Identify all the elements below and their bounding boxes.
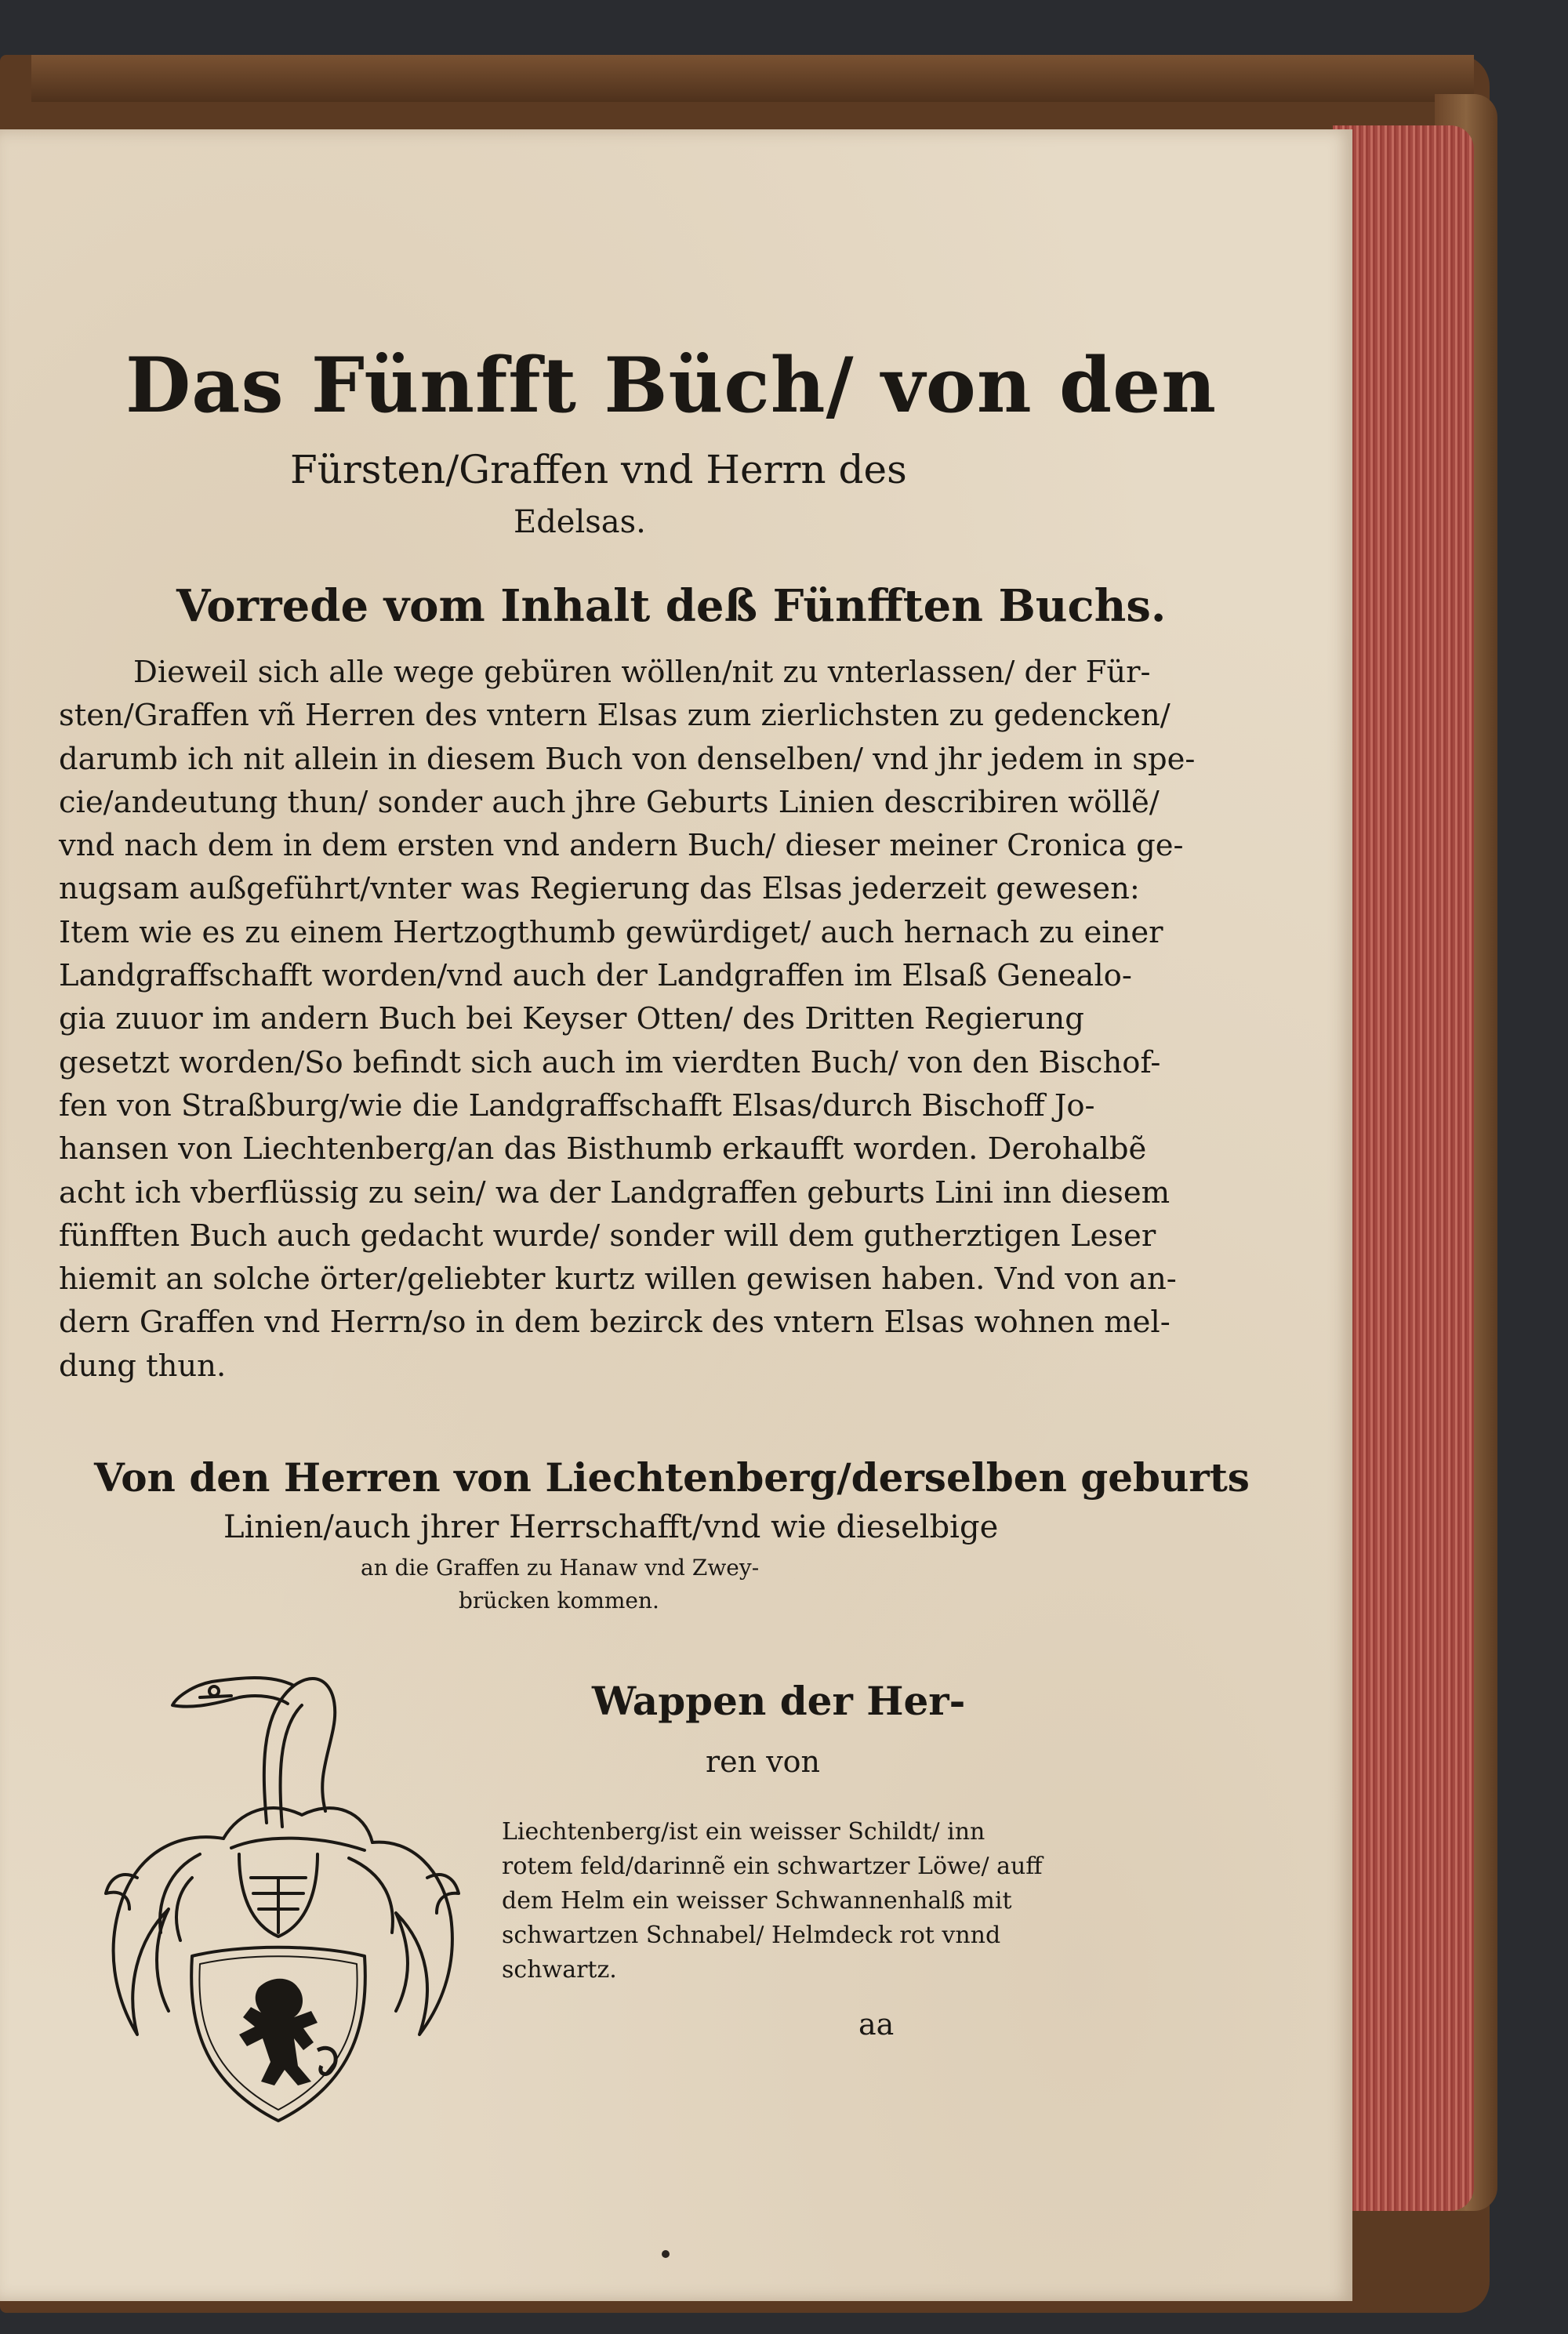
body-line: Item wie es zu einem Hertzogthumb gewürdiget/ auch hernach zu einer bbox=[59, 914, 1163, 950]
body-line: fen von Straßburg/wie die Landgraffschafft Elsas/durch Bischoff Jo- bbox=[59, 1087, 1095, 1123]
body-line: sten/Graffen vñ Herren des vntern Elsas zum zierlichsten zu gedencken/ bbox=[59, 698, 1171, 734]
body-line: dern Graffen vnd Herrn/so in dem bezirck des vntern Elsas wohnen mel- bbox=[59, 1305, 1171, 1341]
section-heading: Von den Herren von Liechtenberg/derselben geburts bbox=[94, 1454, 1250, 1501]
body-line: Landgraffschafft worden/vnd auch der Landgraffen im Elsaß Genealo- bbox=[59, 958, 1132, 994]
section-subheading-line3: brücken kommen. bbox=[459, 1588, 659, 1613]
arms-title-line2: ren von bbox=[706, 1744, 821, 1779]
page-subtitle-line1: Fürsten/Graffen vnd Herrn des bbox=[290, 447, 907, 492]
preface-body bbox=[59, 651, 1196, 1388]
arms-line: dem Helm ein weisser Schwannenhalß mit bbox=[502, 1887, 1012, 1915]
body-line: acht ich vberflüssig zu sein/ wa der Landgraffen geburts Lini inn diesem bbox=[59, 1174, 1171, 1211]
book-top-edge bbox=[31, 55, 1474, 102]
body-line: gia zuuor im andern Buch bei Keyser Otten/ des Dritten Regierung bbox=[59, 1001, 1084, 1037]
body-line: gesetzt worden/So befindt sich auch im vierdten Buch/ von den Bischof- bbox=[59, 1044, 1161, 1080]
arms-title-line1: Wappen der Her- bbox=[592, 1678, 966, 1724]
body-line: nugsam außgeführt/vnter was Regierung das Elsas jederzeit gewesen: bbox=[59, 871, 1140, 907]
page-block-edge bbox=[1333, 125, 1474, 2211]
page-subtitle-line2: Edelsas. bbox=[514, 504, 646, 540]
body-line: fünfften Buch auch gedacht wurde/ sonder will dem gutherztigen Leser bbox=[59, 1218, 1156, 1254]
body-line: hiemit an solche örter/geliebter kurtz willen gewisen haben. Vnd von an- bbox=[59, 1261, 1177, 1298]
coat-of-arms-woodcut bbox=[82, 1643, 466, 2144]
section-subheading-line2: an die Graffen zu Hanaw vnd Zwey- bbox=[361, 1555, 760, 1581]
preface-heading: Vorrede vom Inhalt deß Fünfften Buchs. bbox=[176, 580, 1167, 632]
arms-line: Liechtenberg/ist ein weisser Schildt/ inn bbox=[502, 1818, 985, 1846]
body-line: Dieweil sich alle wege gebüren wöllen/nit zu vnterlassen/ der Für- bbox=[133, 655, 1151, 690]
signature-mark: aa bbox=[858, 2007, 895, 2042]
body-line: vnd nach dem in dem ersten vnd andern Buch/ dieser meiner Cronica ge- bbox=[59, 828, 1184, 864]
arms-description bbox=[502, 1815, 1051, 1987]
page-title: Das Fünfft Büch/ von den bbox=[125, 341, 1218, 430]
section-subheading-line1: Linien/auch jhrer Herrschafft/vnd wie dieselbige bbox=[223, 1509, 999, 1545]
book-page bbox=[0, 129, 1352, 2301]
body-line: dung thun. bbox=[59, 1348, 227, 1384]
body-line: cie/andeutung thun/ sonder auch jhre Geburts Linien describiren wöllẽ/ bbox=[59, 784, 1160, 820]
arms-line: schwartz. bbox=[502, 1956, 617, 1984]
arms-line: rotem feld/darinnẽ ein schwartzer Löwe/ auff bbox=[502, 1853, 1043, 1880]
body-line: darumb ich nit allein in diesem Buch von denselben/ vnd jhr jedem in spe- bbox=[59, 741, 1196, 777]
arms-line: schwartzen Schnabel/ Helmdeck rot vnnd bbox=[502, 1922, 1001, 1949]
body-line: hansen von Liechtenberg/an das Bisthumb erkaufft worden. Derohalbẽ bbox=[59, 1131, 1147, 1167]
ink-dot bbox=[662, 2250, 670, 2258]
